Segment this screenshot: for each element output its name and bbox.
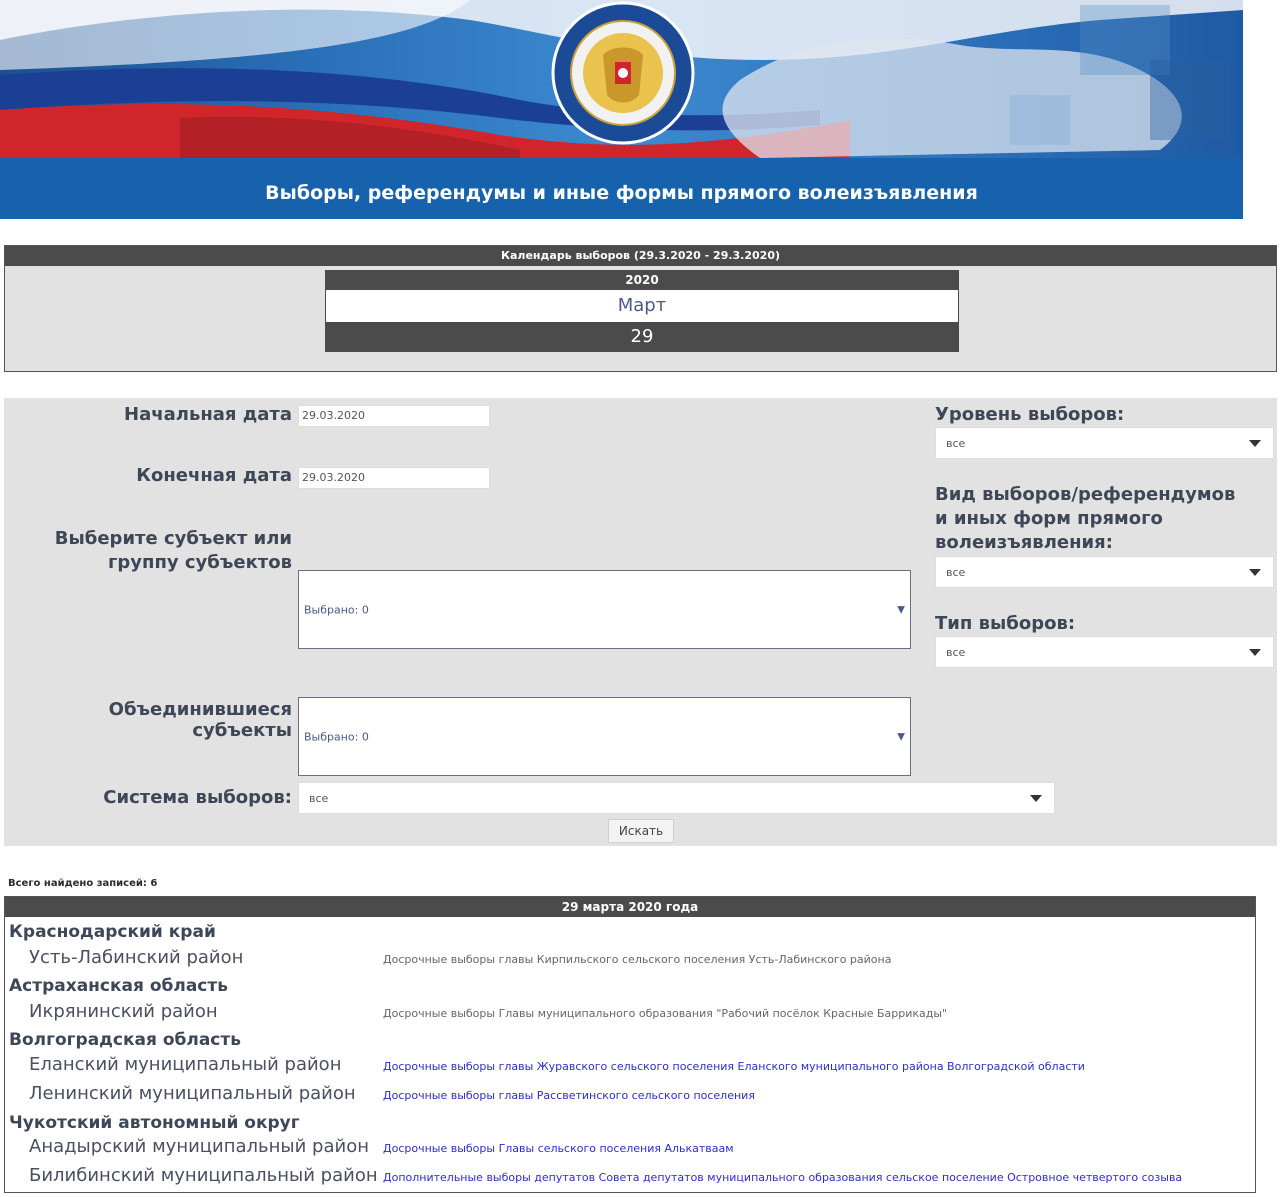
district-name: Икрянинский район xyxy=(29,1001,218,1022)
chevron-down-icon xyxy=(1030,795,1042,802)
search-button[interactable]: Искать xyxy=(608,819,674,843)
kind-label-line1: Вид выборов/референдумов xyxy=(935,484,1236,505)
district-name: Усть-Лабинский район xyxy=(29,947,244,968)
system-select[interactable] xyxy=(298,782,1055,814)
election-link[interactable]: Досрочные выборы главы Рассветинского сельского поселения xyxy=(383,1089,755,1102)
header-banner xyxy=(0,0,1243,219)
level-select-value: все xyxy=(946,437,966,450)
region-name: Краснодарский край xyxy=(9,922,216,942)
election-link[interactable]: Дополнительные выборы депутатов Совета депутатов муниципального образования сельское поселение Островное четвертого созыва xyxy=(383,1171,1183,1184)
district-name: Еланский муниципальный район xyxy=(29,1054,342,1075)
kind-label-line2: и иных форм прямого xyxy=(935,508,1163,529)
results-count: Всего найдено записей: 6 xyxy=(8,878,158,889)
kind-select-value: все xyxy=(946,566,966,579)
level-label: Уровень выборов: xyxy=(935,404,1125,425)
banner-title: Выборы, референдумы и иные формы прямого волеизъявления xyxy=(265,182,978,204)
emblem-icon xyxy=(551,0,695,146)
system-select-value: все xyxy=(309,792,329,805)
type-select[interactable] xyxy=(935,636,1274,668)
type-select-value: все xyxy=(946,646,966,659)
region-name: Астраханская область xyxy=(9,976,228,996)
calendar-day[interactable]: 29 xyxy=(325,322,959,352)
region-name: Волгоградская область xyxy=(9,1030,241,1050)
election-link[interactable]: Досрочные выборы Главы сельского поселения Алькатваам xyxy=(383,1142,734,1155)
calendar-grid xyxy=(325,270,959,352)
start-date-input[interactable]: 29.03.2020 xyxy=(298,405,490,427)
merged-subjects-label: Объединившиеся субъекты xyxy=(108,699,292,741)
start-date-label: Начальная дата xyxy=(124,404,292,425)
system-label: Система выборов: xyxy=(103,787,292,808)
subject-multiselect-value: Выбрано: 0 xyxy=(304,603,369,616)
results-date-header: 29 марта 2020 года xyxy=(5,897,1255,917)
region-name: Чукотский автономный округ xyxy=(9,1113,300,1133)
calendar-year: 2020 xyxy=(325,270,959,290)
chevron-down-icon xyxy=(1249,569,1261,576)
search-filters xyxy=(4,398,1277,846)
kind-select[interactable] xyxy=(935,556,1274,588)
calendar-title: Календарь выборов (29.3.2020 - 29.3.2020) xyxy=(5,246,1276,266)
merged-subjects-multiselect[interactable] xyxy=(298,697,911,776)
chevron-down-icon: ▼ xyxy=(897,604,905,615)
end-date-input[interactable]: 29.03.2020 xyxy=(298,467,490,489)
district-name: Ленинский муниципальный район xyxy=(29,1083,356,1104)
district-name: Анадырский муниципальный район xyxy=(29,1136,369,1157)
subject-label-line2: группу субъектов xyxy=(107,552,292,573)
level-select[interactable] xyxy=(935,427,1274,459)
kind-label-line3: волеизъявления: xyxy=(935,532,1113,553)
election-link[interactable]: Досрочные выборы главы Журавского сельского поселения Еланского муниципального района Волгоградской области xyxy=(383,1060,1085,1073)
end-date-label: Конечная дата xyxy=(136,465,292,486)
subject-multiselect[interactable] xyxy=(298,570,911,649)
election-calendar xyxy=(4,245,1277,372)
election-item: Досрочные выборы Главы муниципального образования "Рабочий посёлок Красные Баррикады" xyxy=(383,1007,948,1020)
subject-label-line1: Выберите субъект или xyxy=(54,528,292,549)
calendar-month[interactable]: Март xyxy=(325,290,959,322)
district-name: Билибинский муниципальный район xyxy=(29,1165,378,1186)
merged-subjects-value: Выбрано: 0 xyxy=(304,730,369,743)
election-item: Досрочные выборы главы Кирпильского сельского поселения Усть-Лабинского района xyxy=(383,953,892,966)
type-label: Тип выборов: xyxy=(935,613,1076,634)
chevron-down-icon xyxy=(1249,649,1261,656)
results-table xyxy=(4,896,1256,1193)
chevron-down-icon: ▼ xyxy=(897,731,905,742)
chevron-down-icon xyxy=(1249,440,1261,447)
